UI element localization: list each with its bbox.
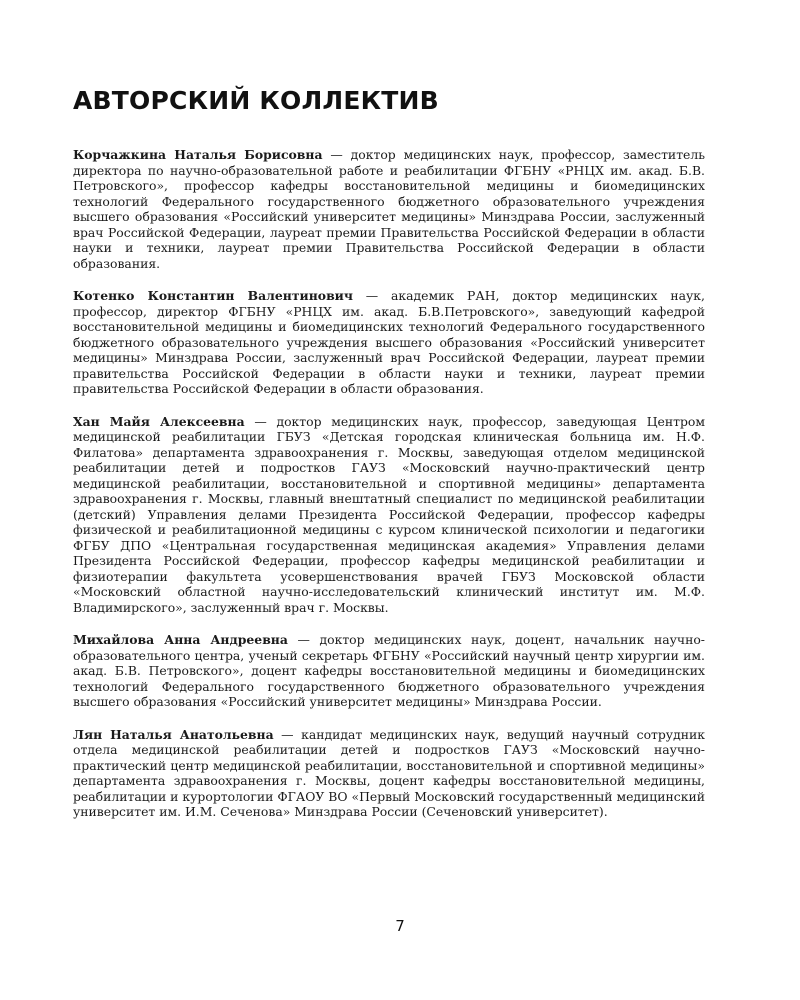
author-name: Хан Майя Алексеевна bbox=[73, 413, 245, 429]
author-bio: — академик РАН, доктор медицинских наук, профессор, директор ФГБНУ «РНЦХ им. акад. Б.В.Петровского», заведующий кафедрой восстановительной медицины и биомедицинских технологий Федерального государственного бюджетного образовательного учреждения высшего образования «Российский университет медицины» Минздрава России, заслуженный врач Российской Федерации, лауреат премии правительства Российской Федерации в области науки и техники, лауреат премии правительства Российской Федерации в области образования. bbox=[73, 288, 705, 396]
author-name: Михайлова Анна Андреевна bbox=[73, 632, 288, 647]
author-entry-1 bbox=[73, 147, 705, 271]
author-name: Корчажкина Наталья Борисовна bbox=[73, 147, 323, 162]
author-entry-2 bbox=[73, 288, 705, 397]
author-list bbox=[73, 147, 705, 837]
author-bio: — доктор медицинских наук, профессор, заместитель директора по научно-образовательной работе и реабилитации ФГБНУ «РНЦХ им. акад. Б.В. Петровского», профессор кафедры восстановительной медицины и биомедицинских технологий Федерального государственного бюджетного образовательного учреждения высшего образования «Российский университет медицины» Минздрава России, заслуженный врач Российской Федерации, лауреат премии Правительства Российской Федерации в области науки и техники, лауреат премии Правительства Российской Федерации в области образования. bbox=[73, 147, 705, 271]
author-name: Котенко Константин Валентинович bbox=[73, 288, 353, 303]
author-bio: — доктор медицинских наук, доцент, начальник научно-образовательного центра, ученый секретарь ФГБНУ «Российский научный центр хирургии им. акад. Б.В. Петровского», доцент кафедры восстановительной медицины и биомедицинских технологий Федерального государственного бюджетного образовательного учреждения высшего образования «Российский университет медицины» Минздрава России. bbox=[73, 632, 705, 709]
author-entry-5 bbox=[73, 727, 705, 820]
author-name: Лян Наталья Анатольевна bbox=[73, 726, 274, 742]
author-entry-3 bbox=[73, 414, 705, 616]
author-bio: — кандидат медицинских наук, ведущий научный сотрудник отдела медицинской реабилитации детей и подростков ГАУЗ «Московский научно-практический центр медицинской реабилитации, восстановительной и спортивной медицины» департамента здравоохранения г. Москвы, доцент кафедры восстановительной медицины, реабилитации и курортологии ФГАОУ ВО «Первый Московский государственный медицинский университет им. И.М. Сеченова» Минздрава России (Сеченовский университет). bbox=[73, 726, 705, 819]
page-title: АВТОРСКИЙ КОЛЛЕКТИВ bbox=[73, 86, 439, 115]
author-bio: — доктор медицинских наук, профессор, заведующая Центром медицинской реабилитации ГБУЗ «Детская городская клиническая больница им. Н.Ф. Филатова» департамента здравоохранения г. Москвы, заведующая отделом медицинской реабилитации детей и подростков ГАУЗ «Московский научно-практический центр медицинской реабилитации, восстановительной и спортивной медицины» департамента здравоохранения г. Москвы, главный внештатный специалист по медицинской реабилитации (детский) Управления делами Президента Российской Федерации, профессор кафедры физической и реабилитационной медицины с курсом клинической психологии и педагогики ФГБУ ДПО «Центральная государственная медицинская академия» Управления делами Президента Российской Федерации, профессор кафедры медицинской реабилитации и физиотерапии факультета усовершенствования врачей ГБУЗ Московской области «Московский областной научно-исследовательский клинический институт им. М.Ф. Владимирского», заслуженный врач г. Москвы. bbox=[73, 413, 705, 615]
page-number: 7 bbox=[395, 917, 405, 935]
author-entry-4 bbox=[73, 632, 705, 710]
